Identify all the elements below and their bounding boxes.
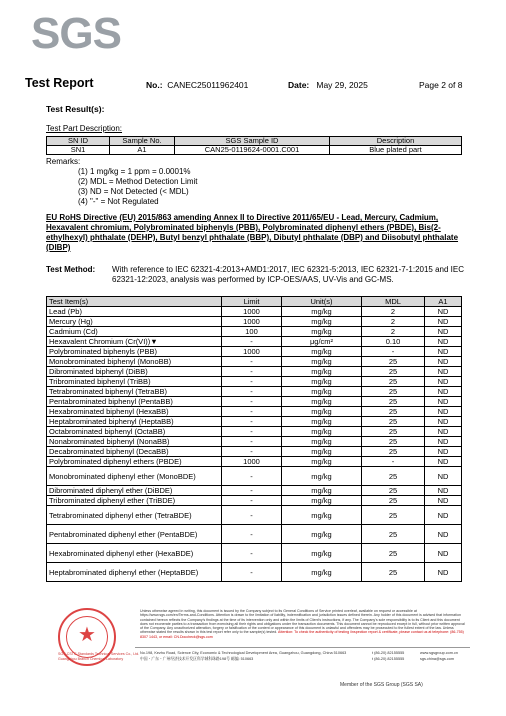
table-row xyxy=(47,486,462,496)
table-cell: 25 xyxy=(362,525,425,544)
table-row xyxy=(47,407,462,417)
table-cell: SN1 xyxy=(47,146,110,155)
table-cell: 25 xyxy=(362,563,425,582)
column-header: Unit(s) xyxy=(282,297,362,307)
table-cell: - xyxy=(222,407,282,417)
table-cell: - xyxy=(222,506,282,525)
table-row xyxy=(47,327,462,337)
table-cell: 25 xyxy=(362,544,425,563)
report-date xyxy=(288,80,368,90)
table-cell: - xyxy=(222,357,282,367)
sgs-member-note: Member of the SGS Group (SGS SA) xyxy=(340,682,423,688)
table-cell: 25 xyxy=(362,447,425,457)
table-row xyxy=(47,397,462,407)
authenticity-notice: Attention: To check the authenticity of testing /inspection report & certificate, please contact us at telephone: (86-755) 8307 1443, or email: CN.Doccheck@sgs.com xyxy=(140,630,464,639)
table-cell: mg/kg xyxy=(282,327,362,337)
table-cell: 100 xyxy=(222,327,282,337)
table-cell: 25 xyxy=(362,467,425,486)
table-row xyxy=(47,146,462,155)
table-cell: ND xyxy=(425,307,462,317)
table-cell: - xyxy=(222,387,282,397)
table-cell: mg/kg xyxy=(282,307,362,317)
table-row xyxy=(47,467,462,486)
table-cell: ND xyxy=(425,486,462,496)
table-cell: mg/kg xyxy=(282,397,362,407)
test-item-cell: Cadmium (Cd) xyxy=(47,327,222,337)
table-cell: mg/kg xyxy=(282,563,362,582)
column-header: SN ID xyxy=(47,137,110,146)
table-cell: - xyxy=(222,486,282,496)
table-cell: ND xyxy=(425,357,462,367)
table-cell: 25 xyxy=(362,486,425,496)
table-cell: 1000 xyxy=(222,347,282,357)
table-cell: - xyxy=(362,347,425,357)
footer-divider xyxy=(135,647,470,648)
results-table xyxy=(46,296,462,582)
table-cell: ND xyxy=(425,457,462,467)
table-cell: 1000 xyxy=(222,307,282,317)
column-header: A1 xyxy=(425,297,462,307)
test-item-cell: Heptabrominated biphenyl (HeptaBB) xyxy=(47,417,222,427)
table-cell: 1000 xyxy=(222,317,282,327)
stamp-text: SGS-CSTC Standards Technical Services Co., Ltd. Guangzhou Branch Chemical Laboratory xyxy=(58,652,140,661)
table-cell: ND xyxy=(425,347,462,357)
table-row xyxy=(47,367,462,377)
web-links xyxy=(420,650,458,662)
table-cell: Blue plated part xyxy=(330,146,462,155)
table-cell: mg/kg xyxy=(282,486,362,496)
table-row xyxy=(47,437,462,447)
column-header: Sample No. xyxy=(110,137,175,146)
address-cn: 中国・广东・广州经济技术开发区科学城科珠路198号 邮编: 510663 xyxy=(140,657,254,661)
report-date-value: May 29, 2025 xyxy=(316,80,368,90)
test-item-cell: Decabrominated biphenyl (DecaBB) xyxy=(47,447,222,457)
table-row xyxy=(47,506,462,525)
remark-item: (3) ND = Not Detected (< MDL) xyxy=(78,187,189,196)
website-link[interactable]: www.sgsgroup.com.cn xyxy=(420,651,458,655)
test-item-cell: Polybrominated biphenyls (PBB) xyxy=(47,347,222,357)
table-cell: ND xyxy=(425,337,462,347)
table-cell: ND xyxy=(425,317,462,327)
test-item-cell: Hexavalent Chromium (Cr(VI))▼ xyxy=(47,337,222,347)
table-row xyxy=(47,417,462,427)
table-cell: 25 xyxy=(362,417,425,427)
column-header: Limit xyxy=(222,297,282,307)
table-row xyxy=(47,427,462,437)
table-cell: mg/kg xyxy=(282,357,362,367)
table-cell: 2 xyxy=(362,327,425,337)
table-cell: mg/kg xyxy=(282,496,362,506)
table-cell: 25 xyxy=(362,357,425,367)
remark-item: (4) "-" = Not Regulated xyxy=(78,197,159,206)
table-cell: mg/kg xyxy=(282,447,362,457)
table-row xyxy=(47,317,462,327)
table-cell: mg/kg xyxy=(282,407,362,417)
table-row xyxy=(47,544,462,563)
report-number-value: CANEC25011962401 xyxy=(167,80,249,90)
table-cell: - xyxy=(222,367,282,377)
table-cell: ND xyxy=(425,387,462,397)
table-row xyxy=(47,377,462,387)
table-cell: 2 xyxy=(362,307,425,317)
table-cell: mg/kg xyxy=(282,377,362,387)
table-cell: 25 xyxy=(362,496,425,506)
table-cell: - xyxy=(222,467,282,486)
remarks xyxy=(46,157,198,207)
email-link[interactable]: sgs.china@sgs.com xyxy=(420,657,455,661)
table-cell: ND xyxy=(425,417,462,427)
table-cell: 1000 xyxy=(222,457,282,467)
table-row xyxy=(47,563,462,582)
page-number: Page 2 of 8 xyxy=(419,80,463,90)
test-item-cell: Monobrominated biphenyl (MonoBB) xyxy=(47,357,222,367)
test-item-cell: Tetrabrominated biphenyl (TetraBB) xyxy=(47,387,222,397)
table-cell: A1 xyxy=(110,146,175,155)
table-cell: - xyxy=(222,417,282,427)
table-cell: 25 xyxy=(362,437,425,447)
remarks-heading: Remarks: xyxy=(46,157,81,166)
table-cell: mg/kg xyxy=(282,367,362,377)
table-cell: mg/kg xyxy=(282,417,362,427)
table-cell: - xyxy=(222,496,282,506)
table-cell: 25 xyxy=(362,367,425,377)
table-cell: - xyxy=(222,544,282,563)
table-header-row xyxy=(47,297,462,307)
test-item-cell: Heptabrominated diphenyl ether (HeptaBDE) xyxy=(47,563,222,582)
table-row xyxy=(47,525,462,544)
table-cell: CAN25-0119624-0001.C001 xyxy=(175,146,330,155)
test-item-cell: Tribrominated biphenyl (TriBB) xyxy=(47,377,222,387)
table-cell: ND xyxy=(425,496,462,506)
test-item-cell: Hexabrominated biphenyl (HexaBB) xyxy=(47,407,222,417)
phone: t (86-20) 82155555 xyxy=(372,657,405,661)
table-cell: mg/kg xyxy=(282,544,362,563)
table-cell: 25 xyxy=(362,397,425,407)
table-cell: μg/cm² xyxy=(282,337,362,347)
test-item-cell: Hexabrominated diphenyl ether (HexaBDE) xyxy=(47,544,222,563)
fine-print xyxy=(140,609,466,639)
test-method-label: Test Method: xyxy=(46,265,96,274)
column-header: SGS Sample ID xyxy=(175,137,330,146)
test-method-text: With reference to IEC 62321-4:2013+AMD1:2017, IEC 62321-5:2013, IEC 62321-7-1:2015 and IEC 62321-12:2023, analysis was performed by ICP-OES/AAS, UV-Vis and GC-MS. xyxy=(112,265,464,284)
table-row xyxy=(47,457,462,467)
column-header: Test Item(s) xyxy=(47,297,222,307)
test-item-cell: Lead (Pb) xyxy=(47,307,222,317)
table-row xyxy=(47,496,462,506)
table-cell: - xyxy=(222,563,282,582)
table-cell: ND xyxy=(425,377,462,387)
table-cell: - xyxy=(362,457,425,467)
table-row xyxy=(47,347,462,357)
part-description-table xyxy=(46,136,462,155)
table-cell: mg/kg xyxy=(282,427,362,437)
table-row xyxy=(47,307,462,317)
phones xyxy=(372,650,404,662)
table-cell: mg/kg xyxy=(282,525,362,544)
table-row xyxy=(47,337,462,347)
table-cell: - xyxy=(222,397,282,407)
rohs-directive-title: EU RoHS Directive (EU) 2015/863 amending Annex II to Directive 2011/65/EU - Lead, Mercury, Cadmium, Hexavalent chromium, Polybrominated biphenyls (PBB), Polybrominated diphenyl ethers (PBDE), Bis(2-ethylhexyl) phthalate (DEHP), Butyl benzyl phthalate (BBP), Dibutyl phthalate (DBP) and Diisobutyl phthalate (DIBP) xyxy=(46,213,459,252)
table-cell: 25 xyxy=(362,377,425,387)
remark-item: (1) 1 mg/kg = 1 ppm = 0.0001% xyxy=(78,167,191,176)
table-cell: - xyxy=(222,447,282,457)
table-cell: mg/kg xyxy=(282,317,362,327)
table-cell: - xyxy=(222,377,282,387)
test-item-cell: Monobrominated diphenyl ether (MonoBDE) xyxy=(47,467,222,486)
table-cell: - xyxy=(222,427,282,437)
column-header: Description xyxy=(330,137,462,146)
sgs-logo: SGS xyxy=(31,9,121,58)
table-row xyxy=(47,357,462,367)
test-item-cell: Dibrominated diphenyl ether (DiBDE) xyxy=(47,486,222,496)
report-title: Test Report xyxy=(25,76,94,90)
table-cell: ND xyxy=(425,407,462,417)
table-cell: ND xyxy=(425,467,462,486)
address xyxy=(140,650,346,662)
table-cell: mg/kg xyxy=(282,467,362,486)
table-cell: - xyxy=(222,437,282,447)
test-item-cell: Polybrominated diphenyl ethers (PBDE) xyxy=(47,457,222,467)
address-en: No.198, Kezhu Road, Science City, Economic & Technological Development Area, Guangzhou, Guangdong, China 510663 xyxy=(140,651,347,655)
table-cell: 25 xyxy=(362,506,425,525)
table-cell: - xyxy=(222,525,282,544)
test-item-cell: Pentabrominated biphenyl (PentaBB) xyxy=(47,397,222,407)
fine-print-text: Unless otherwise agreed in writing, this document is issued by the Company subject to its General Conditions of Service printed overleaf, available on request or accessible at https://www.sgs.com/en/Terms-and-Conditions. Attention is drawn to the limitation of liability, indemnification and jurisdiction issues defined therein. Any holder of this document is advised that information contained hereon reflects the Company's findings at the time of its intervention only and within the limits of Client's instructions, if any. The Company's sole responsibility is to its Client and this document does not exonerate parties to a transaction from exercising all their rights and obligations under the transaction documents. This document cannot be reproduced except in full, without prior written approval of the Company. Any unauthorized alteration, forgery or falsification of the content or appearance of this document is unlawful and offenders may be prosecuted to the fullest extent of the law. Unless otherwise stated the results shown in this test report refer only to the sample(s) tested. xyxy=(140,609,465,635)
table-cell: ND xyxy=(425,525,462,544)
remark-item: (2) MDL = Method Detection Limit xyxy=(78,177,198,186)
table-cell: mg/kg xyxy=(282,387,362,397)
test-item-cell: Mercury (Hg) xyxy=(47,317,222,327)
test-item-cell: Pentabrominated diphenyl ether (PentaBDE) xyxy=(47,525,222,544)
test-item-cell: Tribrominated diphenyl ether (TriBDE) xyxy=(47,496,222,506)
part-description-heading: Test Part Description: xyxy=(46,124,123,133)
report-number-label: No.: xyxy=(146,80,163,90)
table-row xyxy=(47,447,462,457)
table-cell: ND xyxy=(425,447,462,457)
table-cell: ND xyxy=(425,506,462,525)
table-cell: ND xyxy=(425,397,462,407)
star-icon: ★ xyxy=(78,624,96,646)
table-cell: ND xyxy=(425,544,462,563)
table-cell: 2 xyxy=(362,317,425,327)
table-cell: ND xyxy=(425,427,462,437)
section-title: Test Result(s): xyxy=(46,104,105,114)
test-item-cell: Nonabrominated biphenyl (NonaBB) xyxy=(47,437,222,447)
table-cell: 0.10 xyxy=(362,337,425,347)
report-number xyxy=(146,80,248,90)
table-cell: mg/kg xyxy=(282,347,362,357)
table-cell: ND xyxy=(425,367,462,377)
table-cell: 25 xyxy=(362,407,425,417)
report-date-label: Date: xyxy=(288,80,310,90)
table-cell: 25 xyxy=(362,387,425,397)
table-cell: ND xyxy=(425,437,462,447)
table-cell: - xyxy=(222,337,282,347)
test-item-cell: Octabrominated biphenyl (OctaBB) xyxy=(47,427,222,437)
table-row xyxy=(47,387,462,397)
table-cell: mg/kg xyxy=(282,506,362,525)
table-cell: ND xyxy=(425,563,462,582)
table-cell: mg/kg xyxy=(282,437,362,447)
column-header: MDL xyxy=(362,297,425,307)
test-item-cell: Dibrominated biphenyl (DiBB) xyxy=(47,367,222,377)
table-cell: 25 xyxy=(362,427,425,437)
table-cell: ND xyxy=(425,327,462,337)
table-cell: mg/kg xyxy=(282,457,362,467)
test-item-cell: Tetrabrominated diphenyl ether (TetraBDE) xyxy=(47,506,222,525)
phone: t (86-20) 82155555 xyxy=(372,651,405,655)
